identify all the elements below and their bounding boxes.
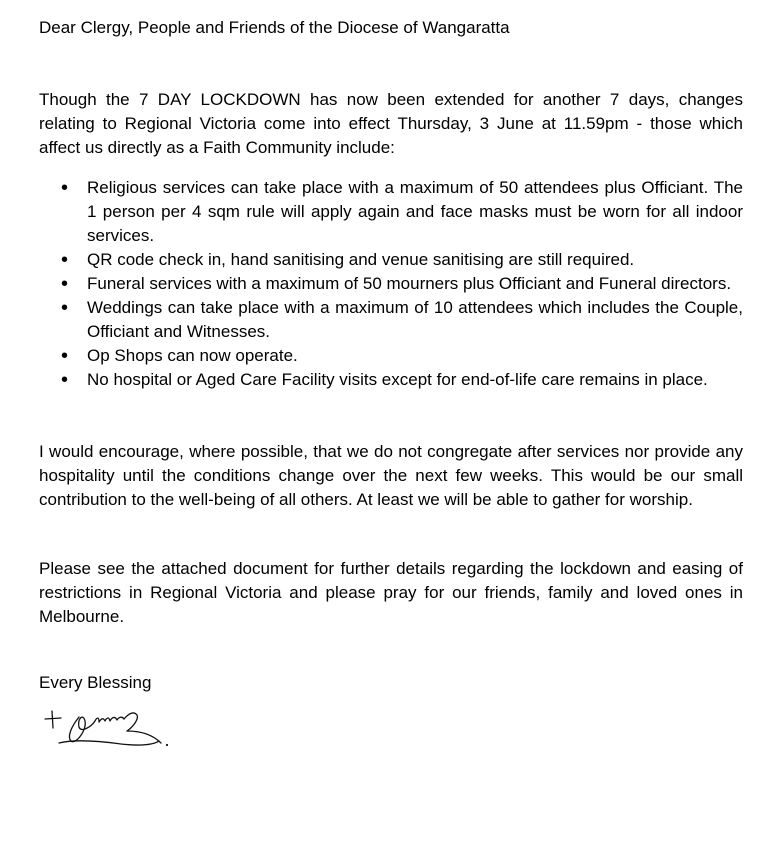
list-item: • Op Shops can now operate. — [39, 344, 743, 368]
attached-document-paragraph: Please see the attached document for further details regarding the lockdown and easing of restrictions in Regional Victoria and please pray for our friends, family and loved ones in Melbourne. — [39, 559, 743, 626]
list-item: • Religious services can take place with a maximum of 50 attendees plus Officiant. The 1 person per 4 sqm rule will apply again and face masks must be worn for all indoor services. — [39, 176, 743, 248]
handwritten-signature — [41, 701, 181, 753]
intro-paragraph: Though the 7 DAY LOCKDOWN has now been extended for another 7 days, changes relating to Regional Victoria come into effect Thursday, 3 June at 11.59pm - those which affect us directly as a Faith Community include: — [39, 90, 743, 157]
restrictions-list — [39, 176, 743, 392]
salutation: Dear Clergy, People and Friends of the Diocese of Wangaratta — [39, 18, 510, 37]
list-item: • Weddings can take place with a maximum of 10 attendees which includes the Couple, Officiant and Witnesses. — [39, 296, 743, 344]
list-item: • QR code check in, hand sanitising and venue sanitising are still required. — [39, 248, 743, 272]
encourage-paragraph: I would encourage, where possible, that we do not congregate after services nor provide any hospitality until the conditions change over the next few weeks. This would be our small contribution to the well-being of all others. At least we will be able to gather for worship. — [39, 442, 743, 509]
closing-line: Every Blessing — [39, 673, 152, 692]
list-item: • Funeral services with a maximum of 50 mourners plus Officiant and Funeral directors. — [39, 272, 743, 296]
list-item: • No hospital or Aged Care Facility visits except for end-of-life care remains in place. — [39, 368, 743, 392]
letter-page — [39, 16, 743, 753]
